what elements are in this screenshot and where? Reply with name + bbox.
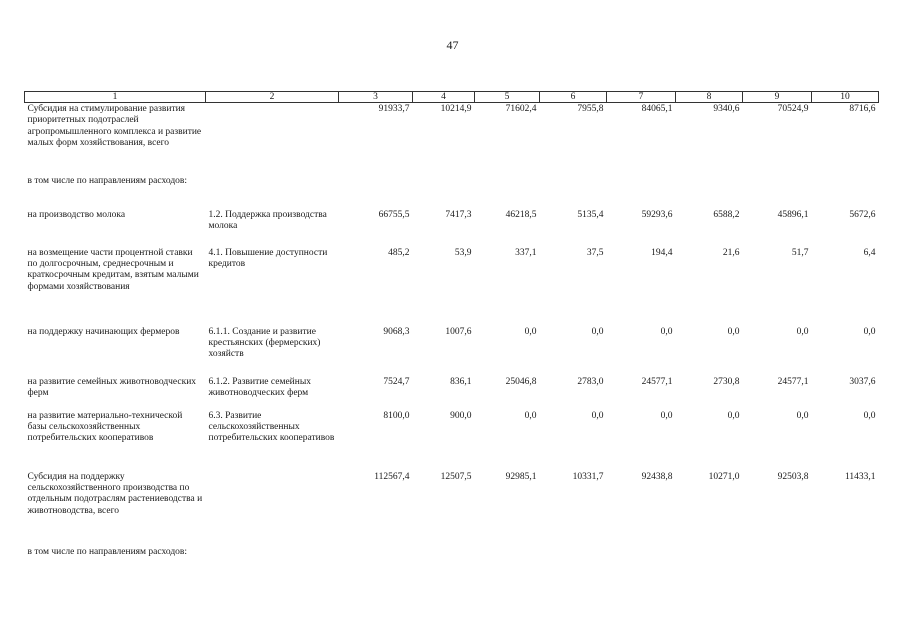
expense-direction-cell: Субсидия на поддержку сельскохозяйственного производства по отдельным подотраслям растениеводства и животноводства, всего (27, 471, 203, 516)
table-body (25, 103, 879, 586)
program-measure-cell: 6.1.1. Создание и развитие крестьянских (фермерских) хозяйств (208, 326, 321, 360)
value-cell-col-6 (540, 546, 607, 586)
budget-table (24, 91, 879, 586)
value-cell-col-9: 0,0 (796, 410, 809, 421)
expense-direction-cell: на развитие семейных животноводческих ферм (27, 376, 197, 398)
value-cell-col-6 (540, 175, 607, 209)
table-row (25, 376, 879, 410)
value-cell-col-3 (339, 546, 413, 586)
value-cell-col-7: 0,0 (660, 326, 673, 337)
value-cell-col-5: 46218,5 (505, 209, 537, 220)
value-cell-col-9: 92503,8 (777, 471, 809, 482)
value-cell-col-10: 3037,6 (849, 376, 876, 387)
value-cell-col-9 (743, 546, 812, 586)
program-measure-cell (206, 103, 339, 175)
value-cell-col-10: 0,0 (863, 410, 876, 421)
column-number-3: 3 (339, 92, 413, 103)
value-cell-col-6: 5135,4 (577, 209, 604, 220)
value-cell-col-4 (413, 175, 475, 209)
value-cell-col-10: 8716,6 (849, 104, 876, 114)
value-cell-col-6: 0,0 (591, 410, 604, 421)
value-cell-col-4: 10214,9 (440, 104, 472, 114)
value-cell-col-7 (607, 175, 676, 209)
table-row (25, 410, 879, 471)
value-cell-col-6: 2783,0 (577, 376, 604, 387)
column-number-8: 8 (676, 92, 743, 103)
column-number-2: 2 (206, 92, 339, 103)
value-cell-col-6: 0,0 (591, 326, 604, 337)
table-row (25, 175, 879, 209)
value-cell-col-3: 66755,5 (378, 209, 410, 220)
table-row (25, 209, 879, 247)
value-cell-col-4: 836,1 (450, 376, 472, 387)
value-cell-col-7: 59293,6 (641, 209, 673, 220)
value-cell-col-4: 53,9 (454, 247, 472, 258)
value-cell-col-5: 71602,4 (505, 104, 537, 114)
value-cell-col-9: 24577,1 (777, 376, 809, 387)
column-number-1: 1 (25, 92, 206, 103)
column-number-4: 4 (413, 92, 475, 103)
value-cell-col-3: 485,2 (388, 247, 410, 258)
expense-direction-cell: на возмещение части процентной ставки по долгосрочным, среднесрочным и краткосрочным кредитам, взятым малыми формами хозяйствования (27, 247, 199, 292)
value-cell-col-3: 9068,3 (383, 326, 410, 337)
value-cell-col-7: 0,0 (660, 410, 673, 421)
value-cell-col-7: 194,4 (651, 247, 673, 258)
value-cell-col-6: 10331,7 (572, 471, 604, 482)
value-cell-col-5: 92985,1 (505, 471, 537, 482)
value-cell-col-5: 25046,8 (505, 376, 537, 387)
expense-direction-cell: в том числе по направлениям расходов: (27, 546, 188, 557)
value-cell-col-8: 9340,6 (713, 104, 740, 114)
value-cell-col-8 (676, 175, 743, 209)
column-number-row (25, 92, 879, 103)
value-cell-col-8: 21,6 (722, 247, 740, 258)
value-cell-col-4 (413, 546, 475, 586)
value-cell-col-5 (475, 546, 540, 586)
table-row (25, 546, 879, 586)
value-cell-col-3: 112567,4 (374, 471, 410, 482)
table-row (25, 471, 879, 546)
value-cell-col-8: 10271,0 (708, 471, 740, 482)
value-cell-col-9 (743, 175, 812, 209)
value-cell-col-10: 11433,1 (844, 471, 876, 482)
value-cell-col-6: 37,5 (586, 247, 604, 258)
value-cell-col-4: 1007,6 (445, 326, 472, 337)
value-cell-col-8: 2730,8 (713, 376, 740, 387)
value-cell-col-5: 337,1 (515, 247, 537, 258)
program-measure-cell (206, 471, 339, 546)
value-cell-col-8: 0,0 (727, 326, 740, 337)
expense-direction-cell: на развитие материально-технической базы сельскохозяйственных потребительских кооперативов (27, 410, 183, 444)
program-measure-cell: 6.3. Развитие сельскохозяйственных потребительских кооперативов (208, 410, 335, 444)
value-cell-col-3 (339, 175, 413, 209)
value-cell-col-4: 12507,5 (440, 471, 472, 482)
expense-direction-cell: Субсидия на стимулирование развития приоритетных подотраслей агропромышленного комплекса и развитие малых форм хозяйствования, всего (27, 104, 202, 149)
column-number-10: 10 (812, 92, 879, 103)
program-measure-cell (206, 175, 339, 209)
program-measure-cell: 6.1.2. Развитие семейных животноводческих ферм (208, 376, 311, 398)
value-cell-col-10 (812, 546, 879, 586)
page-number: 47 (446, 38, 459, 52)
value-cell-col-6: 7955,8 (577, 104, 604, 114)
expense-direction-cell: на производство молока (27, 209, 126, 220)
value-cell-col-8: 0,0 (727, 410, 740, 421)
expense-direction-cell: в том числе по направлениям расходов: (27, 175, 188, 186)
table-row (25, 103, 879, 175)
value-cell-col-7: 92438,8 (641, 471, 673, 482)
value-cell-col-9: 70524,9 (777, 104, 809, 114)
column-number-9: 9 (743, 92, 812, 103)
value-cell-col-3: 7524,7 (383, 376, 410, 387)
value-cell-col-4: 7417,3 (445, 209, 472, 220)
program-measure-cell (206, 546, 339, 586)
value-cell-col-8: 6588,2 (713, 209, 740, 220)
value-cell-col-9: 51,7 (791, 247, 809, 258)
value-cell-col-10: 0,0 (863, 326, 876, 337)
value-cell-col-10 (812, 175, 879, 209)
value-cell-col-5: 0,0 (524, 410, 537, 421)
program-measure-cell: 1.2. Поддержка производства молока (208, 209, 327, 231)
value-cell-col-7: 84065,1 (641, 104, 673, 114)
value-cell-col-8 (676, 546, 743, 586)
value-cell-col-3: 91933,7 (378, 104, 410, 114)
value-cell-col-7 (607, 546, 676, 586)
expense-direction-cell: на поддержку начинающих фермеров (27, 326, 180, 337)
value-cell-col-5 (475, 175, 540, 209)
value-cell-col-4: 900,0 (450, 410, 472, 421)
table-row (25, 326, 879, 376)
value-cell-col-9: 45896,1 (777, 209, 809, 220)
program-measure-cell: 4.1. Повышение доступности кредитов (208, 247, 328, 269)
column-number-6: 6 (540, 92, 607, 103)
column-number-7: 7 (607, 92, 676, 103)
value-cell-col-3: 8100,0 (383, 410, 410, 421)
value-cell-col-10: 6,4 (863, 247, 876, 258)
value-cell-col-9: 0,0 (796, 326, 809, 337)
column-number-5: 5 (475, 92, 540, 103)
table-row (25, 247, 879, 326)
value-cell-col-5: 0,0 (524, 326, 537, 337)
value-cell-col-7: 24577,1 (641, 376, 673, 387)
value-cell-col-10: 5672,6 (849, 209, 876, 220)
